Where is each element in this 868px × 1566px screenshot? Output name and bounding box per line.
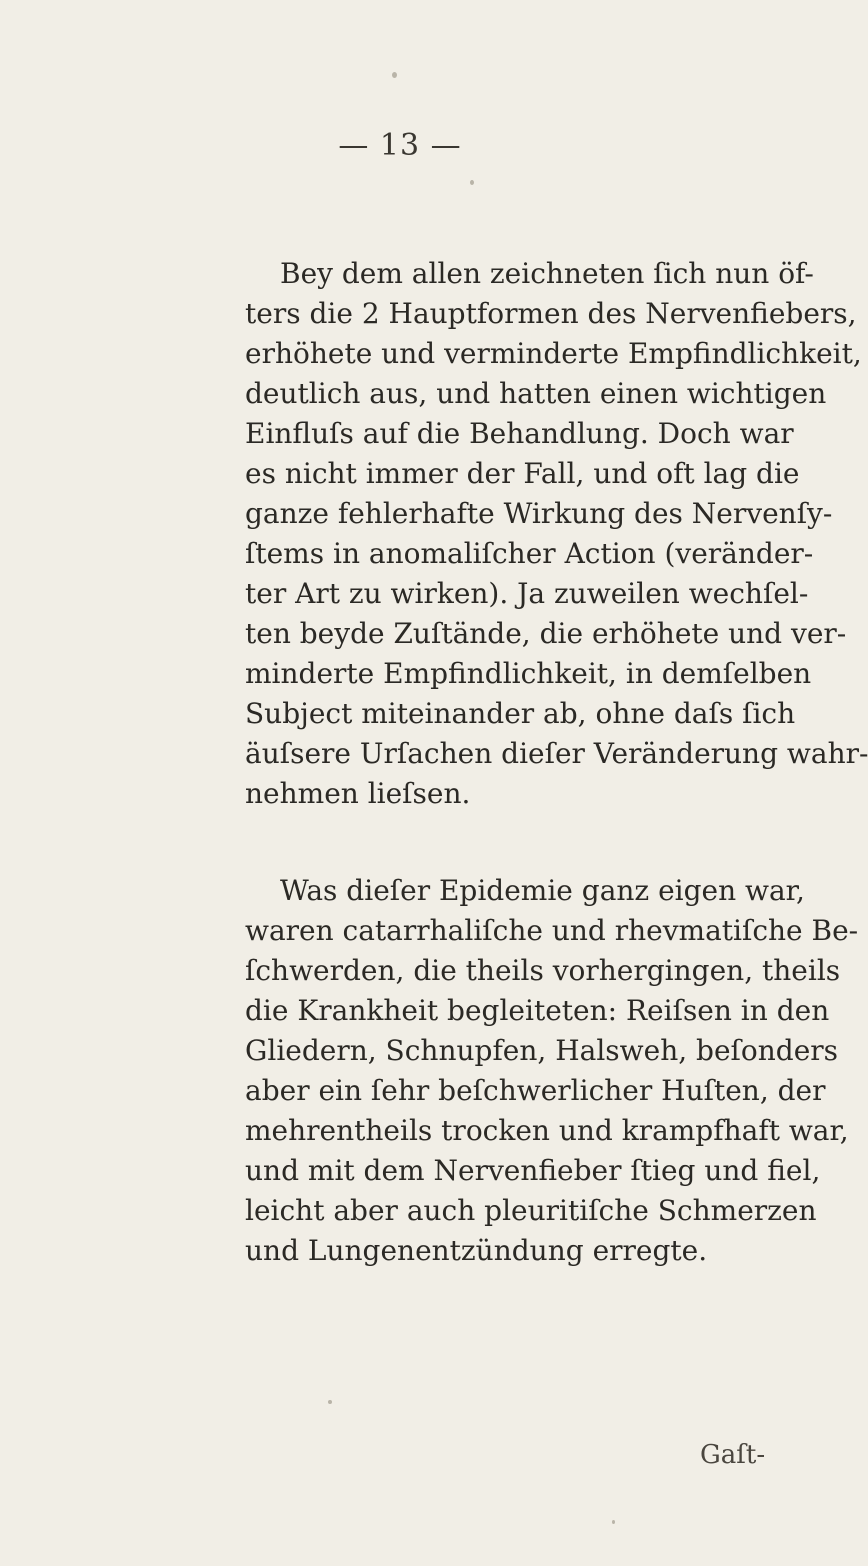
text-line: leicht aber auch pleuritiſche Schmerzen bbox=[245, 1194, 817, 1227]
paper-speck bbox=[392, 72, 397, 78]
text-line: ten beyde Zuſtände, die erhöhete und ver- bbox=[245, 617, 847, 650]
text-line: Bey dem allen zeichneten ſich nun öf- bbox=[280, 257, 814, 290]
text-line: minderte Empfindlichkeit, in demſelben bbox=[245, 657, 812, 690]
text-line: Was dieſer Epidemie ganz eigen war, bbox=[280, 874, 805, 907]
text-line: und Lungenentzündung erregte. bbox=[245, 1234, 708, 1267]
text-line: deutlich aus, und hatten einen wichtigen bbox=[245, 377, 827, 410]
text-line: erhöhete und verminderte Empfindlichkeit, bbox=[245, 337, 862, 370]
text-line: nehmen lieſsen. bbox=[245, 777, 471, 810]
text-line: ters die 2 Hauptformen des Nervenfiebers, bbox=[245, 297, 857, 330]
page-number: — 13 — bbox=[338, 128, 462, 163]
text-line: ganze fehlerhafte Wirkung des Nervenſy- bbox=[245, 497, 833, 530]
text-line: die Krankheit begleiteten: Reiſsen in den bbox=[245, 994, 830, 1027]
text-line: ſchwerden, die theils vorhergingen, theils bbox=[245, 954, 841, 987]
text-line: äuſsere Urſachen dieſer Veränderung wahr- bbox=[245, 737, 868, 770]
text-line: Subject miteinander ab, ohne daſs ſich bbox=[245, 697, 796, 730]
paper-speck bbox=[328, 1400, 332, 1404]
text-line: ter Art zu wirken). Ja zuweilen wechſel- bbox=[245, 577, 809, 610]
paper-speck bbox=[612, 1520, 615, 1524]
text-line: mehrentheils trocken und krampfhaft war, bbox=[245, 1114, 849, 1147]
text-line: waren catarrhaliſche und rhevmatiſche Be- bbox=[245, 914, 859, 947]
text-line: Gliedern, Schnupfen, Halsweh, beſonders bbox=[245, 1034, 839, 1067]
text-line: es nicht immer der Fall, und oft lag die bbox=[245, 457, 800, 490]
text-line: Einfluſs auf die Behandlung. Doch war bbox=[245, 417, 794, 450]
text-line: ſtems in anomaliſcher Action (veränder- bbox=[245, 537, 814, 570]
text-line: aber ein ſehr beſchwerlicher Huſten, der bbox=[245, 1074, 826, 1107]
paper-speck bbox=[470, 180, 474, 185]
text-line: und mit dem Nervenfieber ſtieg und fiel, bbox=[245, 1154, 821, 1187]
catchword: Gaſt- bbox=[700, 1440, 766, 1470]
